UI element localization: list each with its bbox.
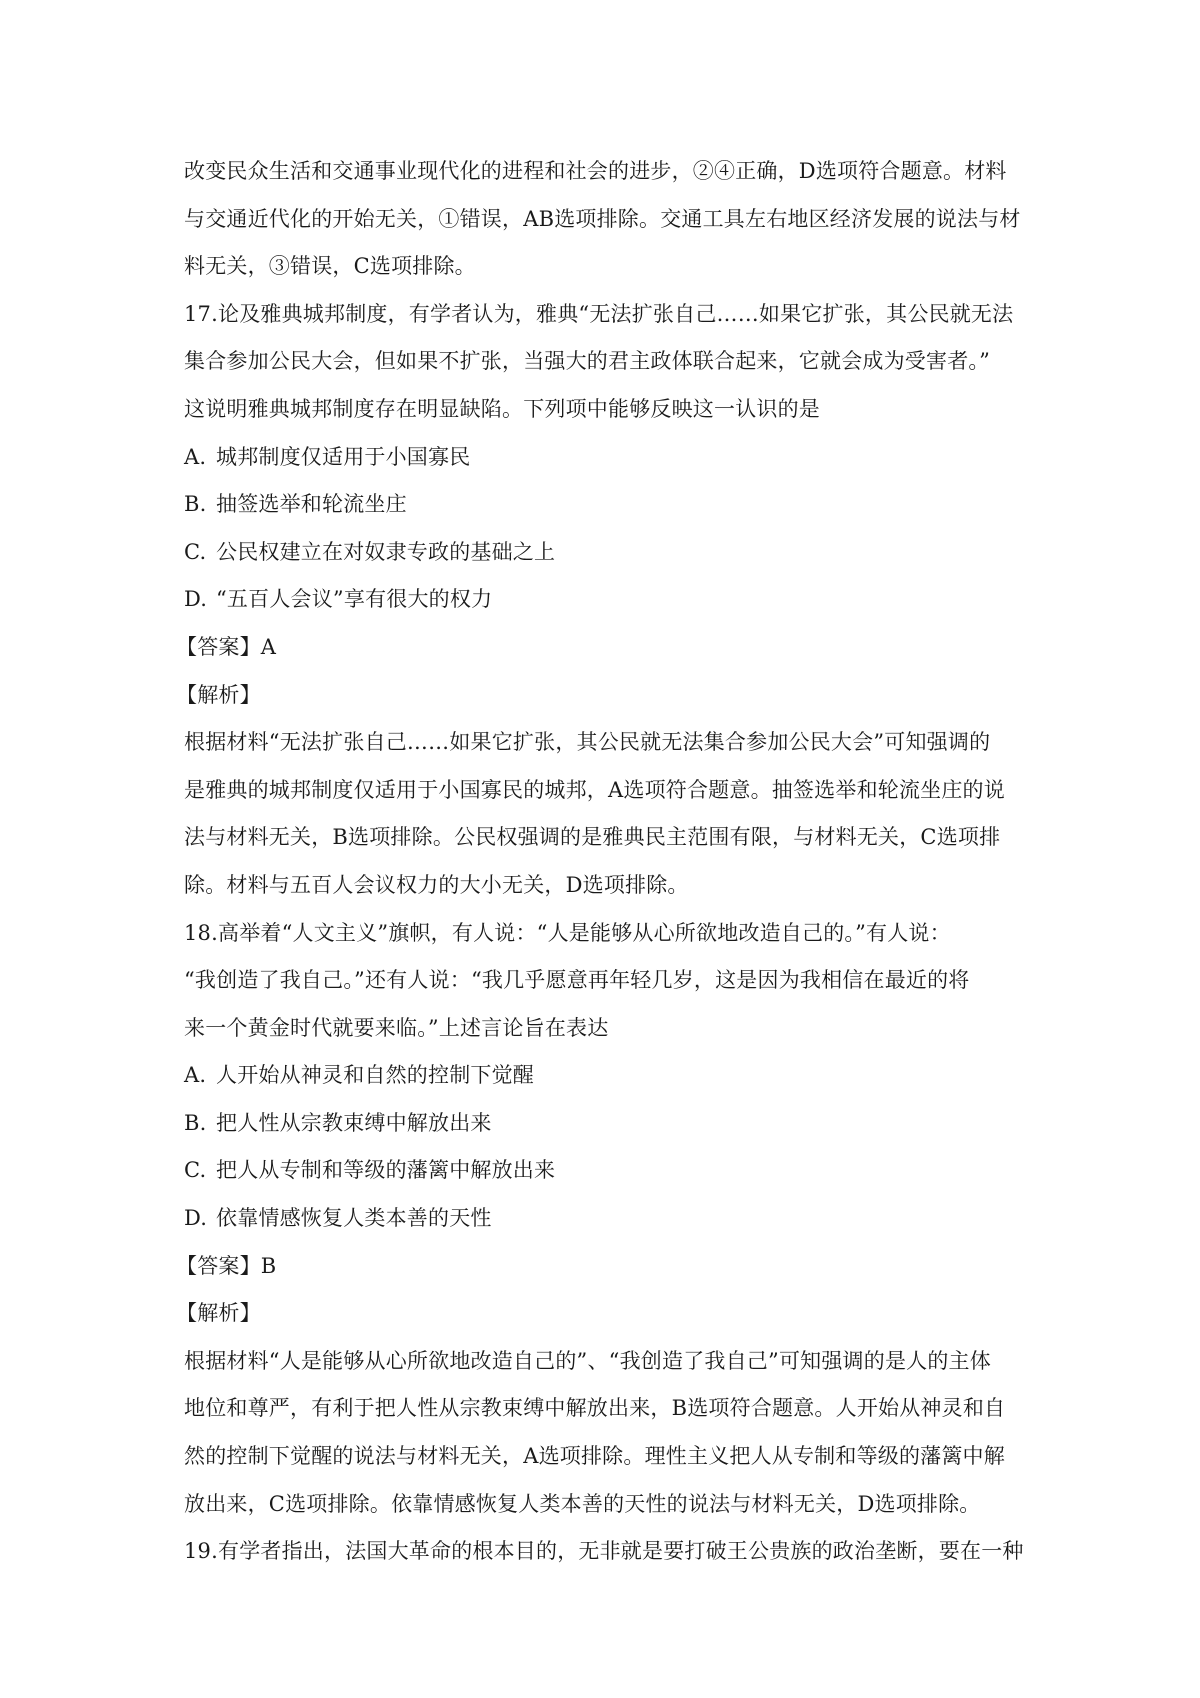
analysis-line: 法与材料无关，B选项排除。公民权强调的是雅典民主范围有限，与材料无关，C选项排 [184, 825, 1001, 850]
option-text: 城邦制度仅适用于小国寡民 [216, 444, 471, 469]
q16-analysis-tail [184, 148, 1024, 291]
text-line: 料无关，③错误，C选项排除。 [184, 254, 476, 279]
option-key: C. [184, 539, 207, 564]
analysis-label: 【解析】 [176, 682, 261, 707]
option-b [184, 1100, 1024, 1148]
option-text: 把人性从宗教束缚中解放出来 [216, 1110, 492, 1135]
option-d [184, 1195, 1024, 1243]
text-line: 与交通近代化的开始无关，①错误，AB选项排除。交通工具左右地区经济发展的说法与材 [184, 206, 1021, 231]
question-stem-line: 这说明雅典城邦制度存在明显缺陷。下列项中能够反映这一认识的是 [184, 396, 820, 421]
analysis-line: 根据材料“人是能够从心所欲地改造自己的”、“我创造了我自己”可知强调的是人的主体 [184, 1348, 991, 1373]
question-17 [176, 291, 1024, 910]
option-b [184, 481, 1024, 529]
option-d [184, 576, 1024, 624]
question-19 [184, 1528, 1024, 1576]
option-c [184, 529, 1024, 577]
analysis-label: 【解析】 [176, 1301, 261, 1326]
analysis-line: 除。材料与五百人会议权力的大小无关，D选项排除。 [184, 872, 689, 897]
question-stem-line: 19.有学者指出，法国大革命的根本目的，无非就是要打破王公贵族的政治垄断，要在一种 [184, 1539, 1024, 1564]
option-text: 依靠情感恢复人类本善的天性 [216, 1206, 492, 1231]
analysis-line: 是雅典的城邦制度仅适用于小国寡民的城邦，A选项符合题意。抽签选举和轮流坐庄的说 [184, 777, 1005, 802]
option-text: 把人从专制和等级的藩篱中解放出来 [216, 1158, 556, 1183]
analysis-line: 根据材料“无法扩张自己……如果它扩张，其公民就无法集合参加公民大会”可知强调的 [184, 730, 991, 755]
option-c [184, 1147, 1024, 1195]
analysis-line: 放出来，C选项排除。依靠情感恢复人类本善的天性的说法与材料无关，D选项排除。 [184, 1491, 981, 1516]
question-stem-line: 集合参加公民大会，但如果不扩张，当强大的君主政体联合起来，它就会成为受害者。” [184, 349, 991, 374]
answer-label: 【答案】A [176, 634, 277, 659]
analysis-line: 然的控制下觉醒的说法与材料无关，A选项排除。理性主义把人从专制和等级的藩篱中解 [184, 1444, 1005, 1469]
option-text: 公民权建立在对奴隶专政的基础之上 [216, 539, 556, 564]
option-key: A. [184, 1063, 207, 1088]
option-key: C. [184, 1158, 207, 1183]
question-stem-line: 来一个黄金时代就要来临。”上述言论旨在表达 [184, 1015, 609, 1040]
option-key: B. [184, 492, 207, 517]
question-stem-line: 18.高举着“人文主义”旗帜，有人说：“人是能够从心所欲地改造自己的。”有人说： [184, 920, 951, 945]
question-18 [176, 910, 1024, 1529]
question-stem-line: “我创造了我自己。”还有人说：“我几乎愿意再年轻几岁，这是因为我相信在最近的将 [184, 968, 970, 993]
option-key: D. [184, 1206, 208, 1231]
document-page [176, 148, 1024, 1576]
analysis-line: 地位和尊严，有利于把人性从宗教束缚中解放出来，B选项符合题意。人开始从神灵和自 [184, 1396, 1006, 1421]
option-key: B. [184, 1110, 207, 1135]
answer-label: 【答案】B [176, 1253, 277, 1278]
question-stem-line: 17.论及雅典城邦制度，有学者认为，雅典“无法扩张自己……如果它扩张，其公民就无法 [184, 301, 1014, 326]
option-a [184, 1052, 1024, 1100]
text-line: 改变民众生活和交通事业现代化的进程和社会的进步，②④正确，D选项符合题意。材料 [184, 159, 1007, 183]
option-text: “五百人会议”享有很大的权力 [216, 587, 493, 612]
option-text: 人开始从神灵和自然的控制下觉醒 [216, 1063, 534, 1088]
option-text: 抽签选举和轮流坐庄 [216, 492, 407, 517]
option-key: D. [184, 587, 208, 612]
option-a [184, 434, 1024, 482]
option-key: A. [184, 444, 207, 469]
